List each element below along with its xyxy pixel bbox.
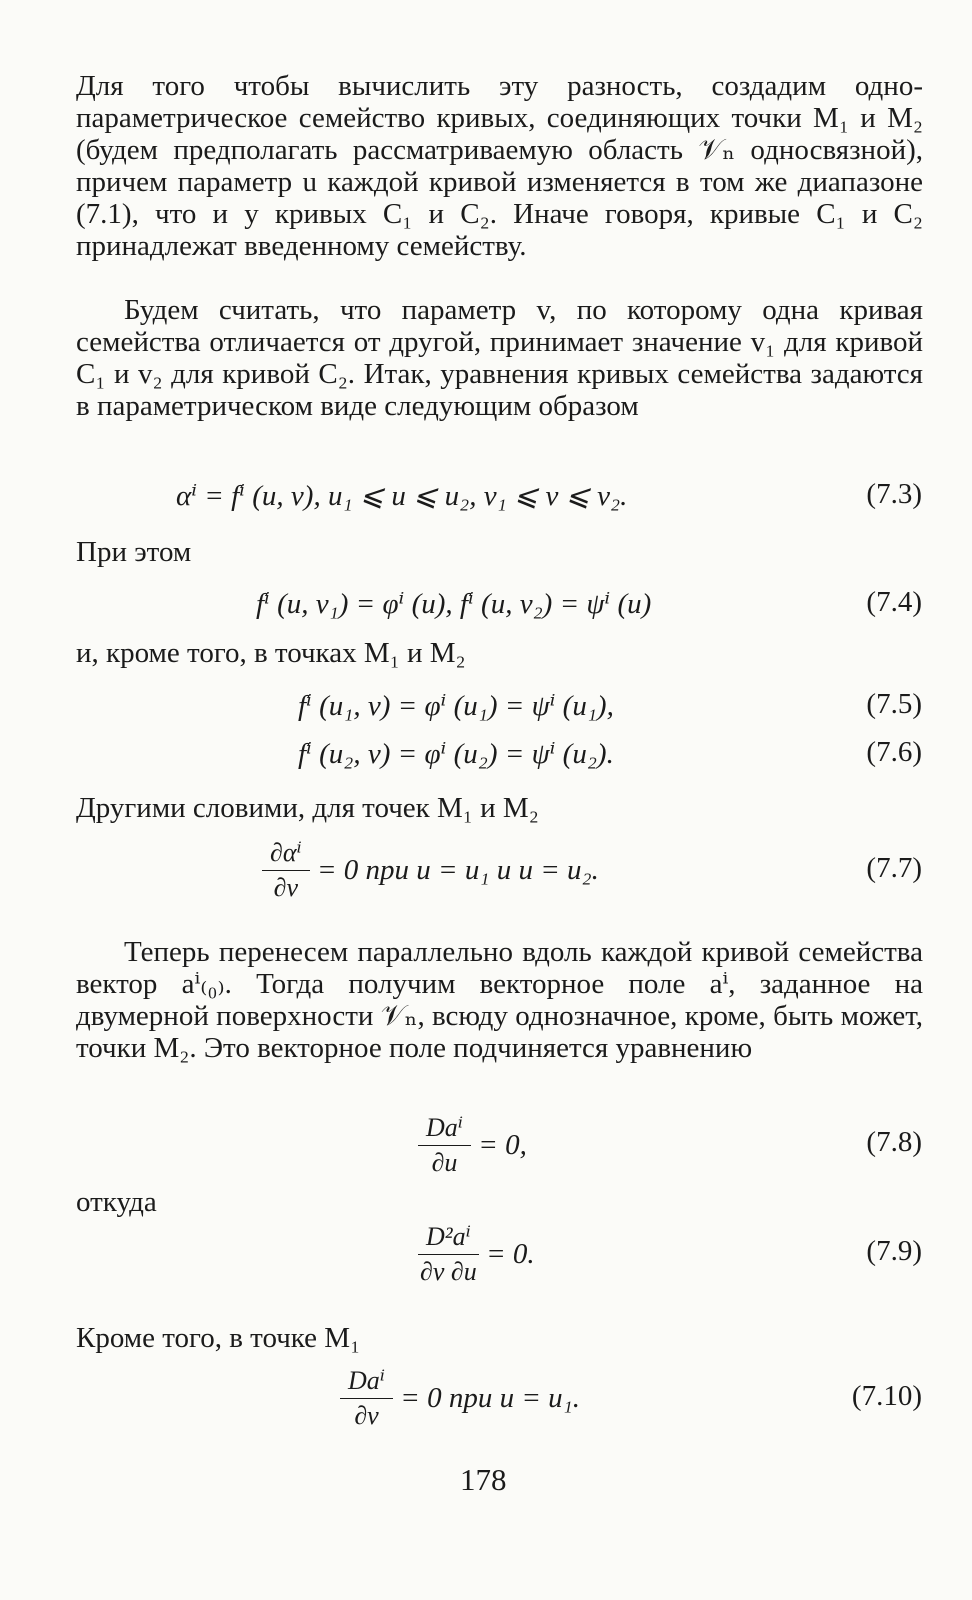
paragraph-2: Будем считать, что параметр v, по которому одна кривая семейства отличается от другой, принимает значение v₁ для кривой C₁ и v₂ для кривой C₂. Итак, уравнения кривых семейства задаются в параметрическом виде следующим образом [76, 294, 923, 422]
equation-rest: = 0 при u = u₁. [400, 1382, 580, 1414]
equation-7-7 [262, 838, 599, 903]
paragraph-8: Кроме того, в точке M₁ [76, 1322, 361, 1354]
equation-number-7-10: (7.10) [851, 1380, 922, 1412]
paragraph-4: и, кроме того, в точках M₁ и M₂ [76, 637, 466, 669]
paragraph-3: При этом [76, 536, 192, 568]
equation-7-4: fⁱ (u, v₁) = φⁱ (u), fⁱ (u, v₂) = ψⁱ (u) [256, 588, 652, 620]
paragraph-1: Для того чтобы вычислить эту разность, создадим однопараметрическое семейство кривых, соединяющих точки M₁ и M₂ (будем предполагать рассматриваемую область 𝒱ₙ односвязной), причем параметр u каждой кривой изменяется в том же диапазоне (7.1), что и у кривых C₁ и C₂. Иначе говоря, кривые C₁ и C₂ принадлежат введенному семейству. [76, 70, 923, 262]
equation-7-9 [418, 1222, 535, 1287]
fraction-numerator: Daⁱ [340, 1366, 393, 1399]
fraction-denominator: ∂v [354, 1401, 379, 1430]
equation-7-6: fⁱ (u₂, v) = φⁱ (u₂) = ψⁱ (u₂). [298, 738, 614, 770]
paragraph-6: Теперь перенесем параллельно вдоль каждой кривой семейства вектор aⁱ₍₀₎. Тогда получим векторное поле aⁱ, заданное на двумерной поверхности 𝒱ₙ, всюду однозначное, кроме, быть может, точки M₂. Это векторное поле подчиняется уравнению [76, 936, 923, 1064]
equation-number-7-3: (7.3) [866, 478, 922, 510]
equation-7-3: αⁱ = fⁱ (u, v), u₁ ⩽ u ⩽ u₂, v₁ ⩽ v ⩽ v₂. [176, 480, 628, 512]
fraction [418, 1222, 479, 1287]
equation-7-5: fⁱ (u₁, v) = φⁱ (u₁) = ψⁱ (u₁), [298, 690, 614, 722]
equation-7-8 [418, 1113, 527, 1178]
equation-number-7-7: (7.7) [866, 852, 922, 884]
fraction-numerator: Daⁱ [418, 1113, 471, 1146]
fraction [340, 1366, 393, 1431]
fraction-numerator: ∂αⁱ [262, 838, 310, 871]
equation-rest: = 0, [478, 1129, 527, 1161]
paragraph-7: откуда [76, 1186, 157, 1218]
fraction-denominator: ∂v ∂u [420, 1257, 477, 1286]
equation-number-7-4: (7.4) [866, 586, 922, 618]
equation-number-7-9: (7.9) [866, 1235, 922, 1267]
equation-7-10 [340, 1366, 580, 1431]
fraction-numerator: D²aⁱ [418, 1222, 479, 1255]
fraction [262, 838, 310, 903]
fraction-denominator: ∂v [273, 873, 299, 902]
fraction-denominator: ∂u [431, 1148, 458, 1177]
page-number: 178 [460, 1462, 507, 1497]
fraction [418, 1113, 471, 1178]
equation-rest: = 0 при u = u₁ и u = u₂. [316, 854, 599, 886]
equation-number-7-6: (7.6) [866, 736, 922, 768]
paragraph-5: Другими словими, для точек M₁ и M₂ [76, 792, 539, 824]
equation-rest: = 0. [486, 1238, 535, 1270]
equation-number-7-8: (7.8) [866, 1126, 922, 1158]
equation-number-7-5: (7.5) [866, 688, 922, 720]
